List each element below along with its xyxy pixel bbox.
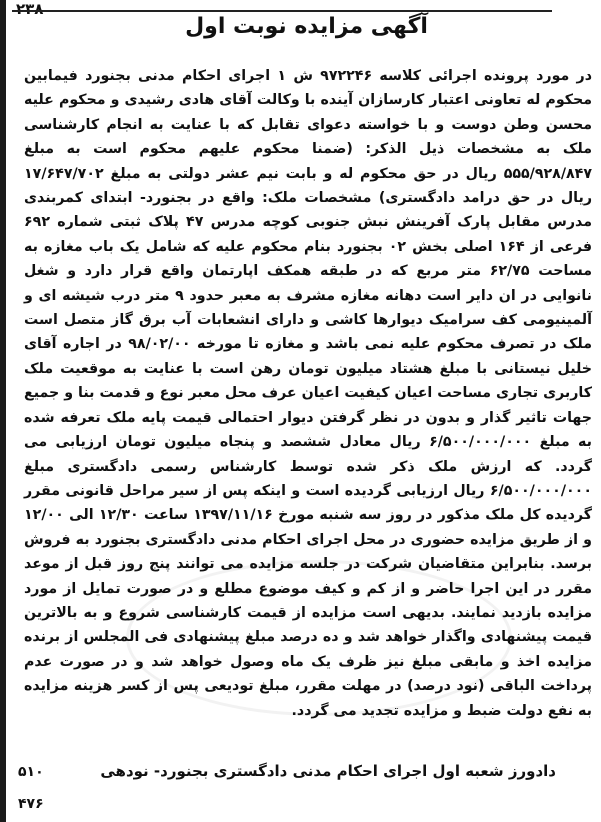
header-divider — [12, 10, 552, 12]
reference-code-secondary: ۴۷۶ — [18, 796, 44, 812]
notice-body: در مورد پرونده اجرائی کلاسه ۹۷۲۲۴۶ ش ۱ اجرای احکام مدنی بجنورد فیمابین محکوم له تعاونی اعتبار کارسازان آینده با وکالت آقای هادی رشیدی و محکوم علیه محسن وطن دوست و با خواسته دعوای تقابل که با عنایت به انجام کارشناسی ملک به مشخصات ذیل الذکر: (ضمنا محکوم علیهم محکوم است به مبلغ ۵۵۵/۹۲۸/۸۴۷ ریال در حق محکوم له و بابت نیم عشر دولتی به مبلغ ۱۷/۶۴۷/۷۰۲ ریال در حق درامد دادگستری) مشخصات ملک: واقع در بجنورد- ابتدای کمربندی مدرس مقابل پارک آفرینش نبش جنوبی کوچه مدرس ۴۷ پلاک ثبتی شماره ۶۹۲ فرعی از ۱۶۴ اصلی بخش ۰۲ بجنورد بنام محکوم علیه که شامل یک باب مغازه به مساحت ۶۲/۷۵ متر مربع که در طبقه همکف اپارتمان واقع قرار دارد و شغل نانوایی در ان دایر است دهانه مغازه مشرف به معبر حدود ۹ متر درب شیشه ای و آلمینیومی کف سرامیک دیوارها کاشی و دارای انشعابات آب برق گاز متصل است ملک در تصرف محکوم علیه نمی باشد و مغازه تا مورخه ۹۸/۰۲/۰۰ در اجاره آقای خلیل نیستانی با مبلغ هشتاد میلیون تومان رهن است با عنایت به موقعیت ملک کاربری تجاری مساحت اعیان کیفیت اعیان عرف محل معبر نوع و قدمت بنا و جمیع جهات تاثیر گذار و بدون در نظر گرفتن دیوار احتمالی قیمت پایه ملک تعرفه شده به مبلغ ۶/۵۰۰/۰۰۰/۰۰۰ ریال معادل ششصد و پنجاه میلیون تومان ارزیابی می گردد. که ارزش ملک ذکر شده توسط کارشناس رسمی دادگستری مبلغ ۶/۵۰۰/۰۰۰/۰۰۰ ریال ارزیابی گردیده است و اینکه پس از سیر مراحل قانونی مقرر گردیده کل ملک مذکور در روز سه شنبه مورخ ۱۳۹۷/۱۱/۱۶ ساعت ۱۲/۳۰ الی ۱۲/۰۰ و از طریق مزایده حضوری در محل اجرای احکام مدنی دادگستری بجنورد به فروش برسد. بنابراین متقاضیان شرکت در جلسه مزایده می توانند پنج روز قبل از موعد مقرر در این اجرا حاضر و از کم و کیف موضوع مطلع و در صورت تمایل از مورد مزایده بازدید نمایند. بدیهی است مزایده از قیمت کارشناسی شروع و به بالاترین قیمت پیشنهادی واگذار خواهد شد و ده درصد مبلغ پیشنهادی فی المجلس از برنده مزایده اخذ و مابقی مبلغ نیز ظرف یک ماه وصول خواهد شد و در صورت عدم پرداخت الباقی (نود درصد) در مهلت مقرر، مبلغ تودیعی پس از کسر هزینه مزایده به نفع دولت ضبط و مزایده تجدید می گردد. — [24, 68, 592, 719]
reference-code-primary: ۵۱۰ — [18, 764, 44, 780]
signature-line: دادورز شعبه اول اجرای احکام مدنی دادگستری بجنورد- نودهی — [100, 762, 556, 780]
notice-title: آگهی مزایده نوبت اول — [185, 14, 428, 39]
page-number: ۲۳۸ — [16, 0, 44, 18]
